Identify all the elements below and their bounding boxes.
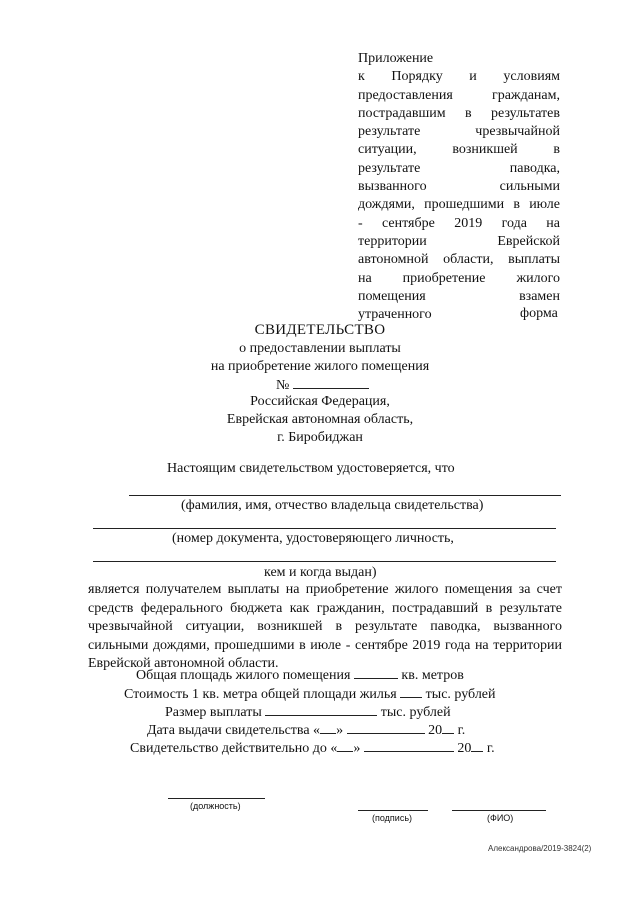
amount-label: Размер выплаты [165,705,262,720]
owner-name-field[interactable] [129,495,561,496]
valid-year: 20 [457,741,472,756]
valid-label: Свидетельство действительно до « [130,741,338,756]
cost-row [124,685,496,703]
appendix-line: ситуации, возникшей в [358,142,560,158]
number-label: № [276,378,290,393]
document-subtitle: о предоставлении выплаты [239,341,401,356]
appendix-line: предоставления гражданам, [358,87,560,103]
certify-paragraph: является получателем выплаты на приобретение жилого помещения за счет средств федерального бюджета как гражданин, пострадавший в результате чрезвычайной ситуации, возникшей в результате паводка, вызванного сильными дождями, прошедшими в июле - сентябре 2019 года на территории Еврейской автономной области. [88,582,562,671]
signature-field[interactable] [358,810,428,811]
valid-date-row [130,739,495,757]
appendix-line: результате паводка, [358,160,560,176]
full-name-caption: (ФИО) [487,813,514,823]
appendix-block [358,50,560,324]
area-unit: кв. метров [401,668,464,683]
valid-month-field[interactable] [364,739,454,752]
valid-mid: » [353,741,361,756]
number-field[interactable] [293,376,369,389]
certificate-number [276,376,369,394]
area-field[interactable] [354,666,398,679]
appendix-line: - сентябре 2019 года на [358,215,560,231]
position-field[interactable] [168,798,265,799]
issue-year: 20 [428,723,443,738]
amount-row [165,703,451,721]
document-caption: (номер документа, удостоверяющего личность, [172,531,454,546]
appendix-line: помещения взамен [358,288,560,304]
amount-field[interactable] [265,703,377,716]
cost-label: Стоимость 1 кв. метра общей площади жилья [124,687,397,702]
valid-day-field[interactable] [337,739,353,752]
city-line: г. Биробиджан [277,430,363,445]
document-title: СВИДЕТЕЛЬСТВО [254,322,386,338]
valid-year-field[interactable] [471,739,483,752]
document-code: Александрова/2019-3824(2) [488,844,592,853]
country-line: Российская Федерация, [250,394,390,409]
amount-unit: тыс. рублей [380,705,451,720]
appendix-line: автономной области, выплаты [358,252,560,268]
appendix-line: результате чрезвычайной [358,124,560,140]
issue-year-field[interactable] [442,721,454,734]
appendix-line: дождями, прошедшими в июле [358,197,560,213]
cost-unit: тыс. рублей [425,687,496,702]
appendix-line: пострадавшим в результатев [358,105,560,121]
issue-day-field[interactable] [320,721,336,734]
form-label: форма [520,306,558,321]
owner-caption: (фамилия, имя, отчество владельца свидетельства) [181,498,484,513]
appendix-line: к Порядку и условиям [358,69,560,85]
issued-caption: кем и когда выдан) [264,565,377,580]
appendix-title: Приложение [358,51,434,66]
issue-label: Дата выдачи свидетельства « [147,723,321,738]
cost-field[interactable] [400,685,422,698]
issued-by-field[interactable] [93,561,556,562]
full-name-field[interactable] [452,810,546,811]
certify-intro: Настоящим свидетельством удостоверяется, что [167,461,455,476]
signature-caption: (подпись) [372,813,413,823]
region-line: Еврейская автономная область, [226,412,414,427]
document-subtitle: на приобретение жилого помещения [210,359,430,374]
issue-suffix: г. [457,723,466,738]
position-caption: (должность) [190,801,241,811]
issue-date-row [147,721,465,739]
area-row [136,666,464,684]
valid-suffix: г. [486,741,495,756]
issue-month-field[interactable] [347,721,425,734]
appendix-line: на приобретение жилого [358,270,560,286]
appendix-line: вызванного сильными [358,179,560,195]
issue-mid: » [336,723,344,738]
area-label: Общая площадь жилого помещения [136,668,351,683]
appendix-line: территории Еврейской [358,233,560,249]
document-number-field[interactable] [93,528,556,529]
appendix-line: утраченного [358,307,432,323]
